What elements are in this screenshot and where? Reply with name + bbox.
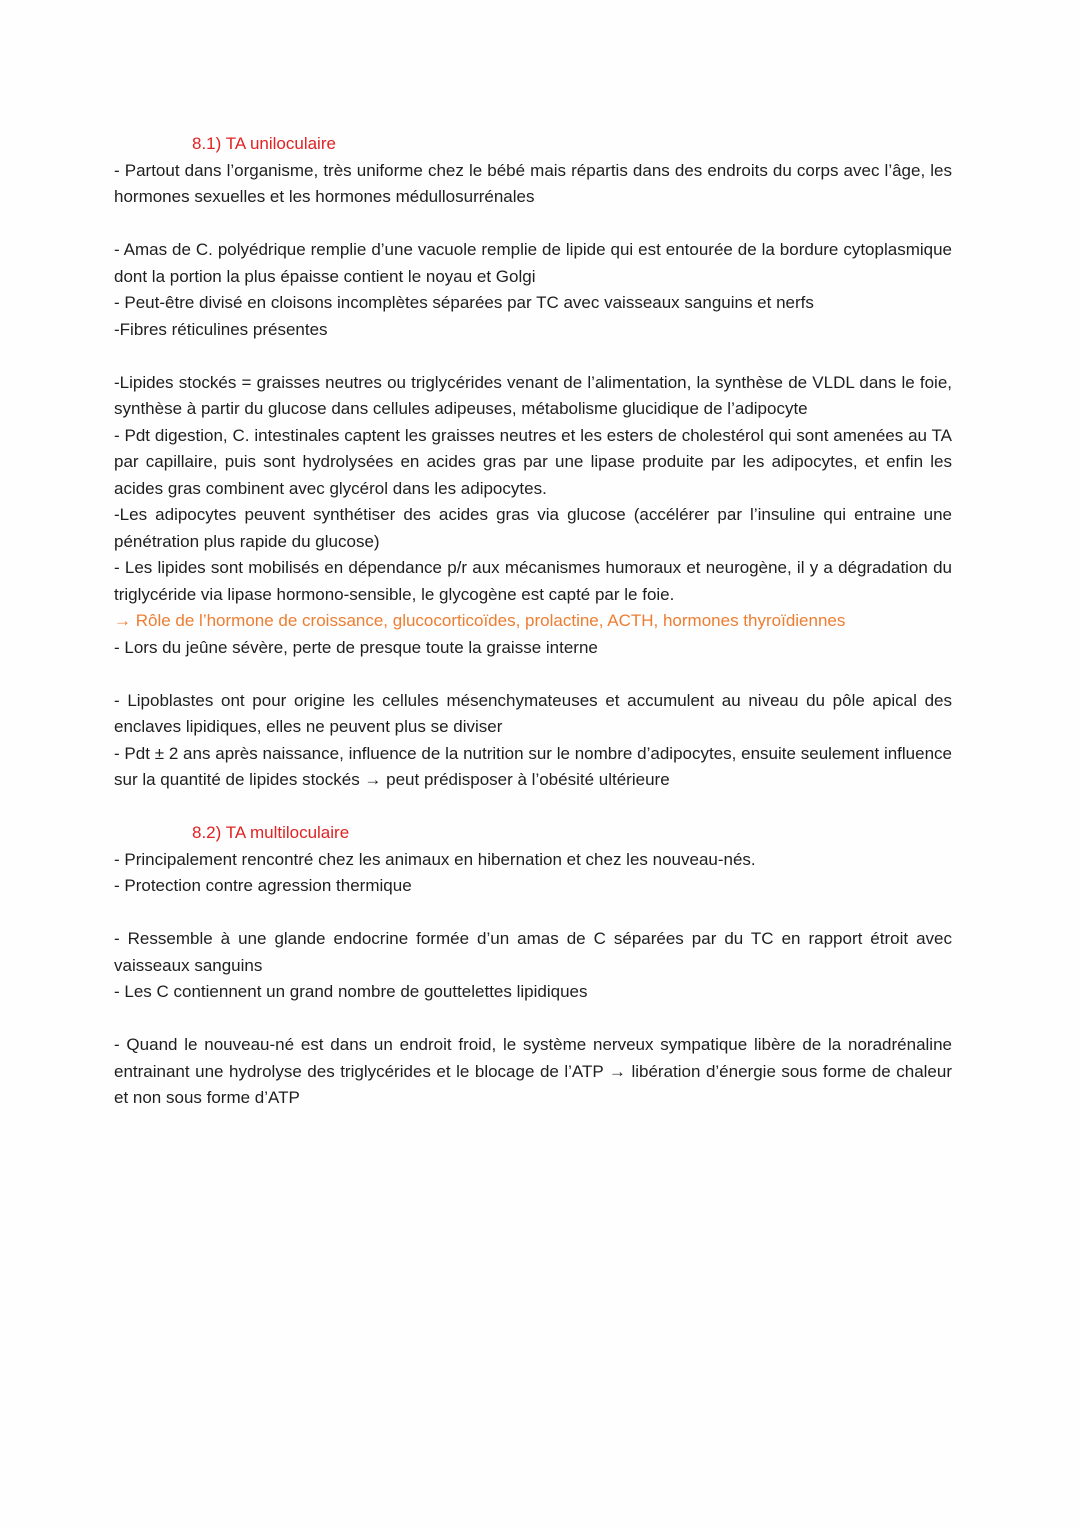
paragraph-amas: - Amas de C. polyédrique remplie d’une vacuole remplie de lipide qui est entourée de la bordure cytoplasmique dont la portion la plus épaisse contient le noyau et Golgi xyxy=(114,240,952,286)
paragraph-quand: - Quand le nouveau-né est dans un endroit froid, le système nerveux sympatique libère de la noradrénaline entrainant une hydrolyse des triglycérides et le blocage de l’ATP → libération d’énergie sous forme de chaleur et non sous forme d’ATP xyxy=(114,1035,952,1107)
paragraph-ressemble: - Ressemble à une glande endocrine formée d’un amas de C séparées par du TC en rapport étroit avec vaisseaux sanguins xyxy=(114,929,952,975)
arrow-note-hormones: → Rôle de l’hormone de croissance, glucocorticoïdes, prolactine, ACTH, hormones thyroïdiennes xyxy=(114,611,846,630)
blank-line xyxy=(114,794,952,821)
paragraph-protection: - Protection contre agression thermique xyxy=(114,876,412,895)
blank-line xyxy=(114,661,952,688)
paragraph-partout: - Partout dans l’organisme, très uniforme chez le bébé mais répartis dans des endroits du corps avec l’âge, les hormones sexuelles et les hormones médullosurrénales xyxy=(114,160,952,206)
paragraph-fibres: -Fibres réticulines présentes xyxy=(114,319,328,339)
section-heading-8-1: 8.1) TA uniloculaire xyxy=(192,134,336,153)
paragraph-pdt-2ans: - Pdt ± 2 ans après naissance, influence de la nutrition sur le nombre d’adipocytes, ensuite seulement influence sur la quantité de lipides stockés → peut prédisposer à l’obésité ultérieure xyxy=(114,743,952,789)
paragraph-gouttelettes: - Les C contiennent un grand nombre de gouttelettes lipidiques xyxy=(114,982,588,1001)
section-heading-8-2: 8.2) TA multiloculaire xyxy=(192,823,350,842)
paragraph-adipocytes-synthetiser: -Les adipocytes peuvent synthétiser des acides gras via glucose (accélérer par l’insuline qui entraine une pénétration plus rapide du glucose) xyxy=(114,505,952,551)
blank-line xyxy=(114,900,952,927)
blank-line xyxy=(114,1006,952,1033)
blank-line xyxy=(114,343,952,370)
paragraph-pdt-digestion: - Pdt digestion, C. intestinales captent les graisses neutres et les esters de cholestérol qui sont amenées au TA par capillaire, puis sont hydrolysées en acides gras par une lipase produite par les adipocytes, et enfin les acides gras combinent avec glycérol dans les adipocytes. xyxy=(114,425,952,498)
blank-line xyxy=(114,211,952,238)
paragraph-peut-etre: - Peut-être divisé en cloisons incomplètes séparées par TC avec vaisseaux sanguins et nerfs xyxy=(114,293,814,312)
paragraph-lipides-stockes: -Lipides stockés = graisses neutres ou triglycérides venant de l’alimentation, la synthèse de VLDL dans le foie, synthèse à partir du glucose dans cellules adipeuses, métabolisme glucidique de l’adipocyte xyxy=(114,372,952,418)
paragraph-lipoblastes: - Lipoblastes ont pour origine les cellules mésenchymateuses et accumulent au niveau du pôle apical des enclaves lipidiques, elles ne peuvent plus se diviser xyxy=(114,690,952,736)
paragraph-lipides-mobilises: - Les lipides sont mobilisés en dépendance p/r aux mécanismes humoraux et neurogène, il y a dégradation du triglycéride via lipase hormono-sensible, le glycogène est capté par le foie. xyxy=(114,558,952,604)
paragraph-principalement: - Principalement rencontré chez les animaux en hibernation et chez les nouveau-nés. xyxy=(114,849,756,869)
paragraph-jeune: - Lors du jeûne sévère, perte de presque toute la graisse interne xyxy=(114,637,598,657)
